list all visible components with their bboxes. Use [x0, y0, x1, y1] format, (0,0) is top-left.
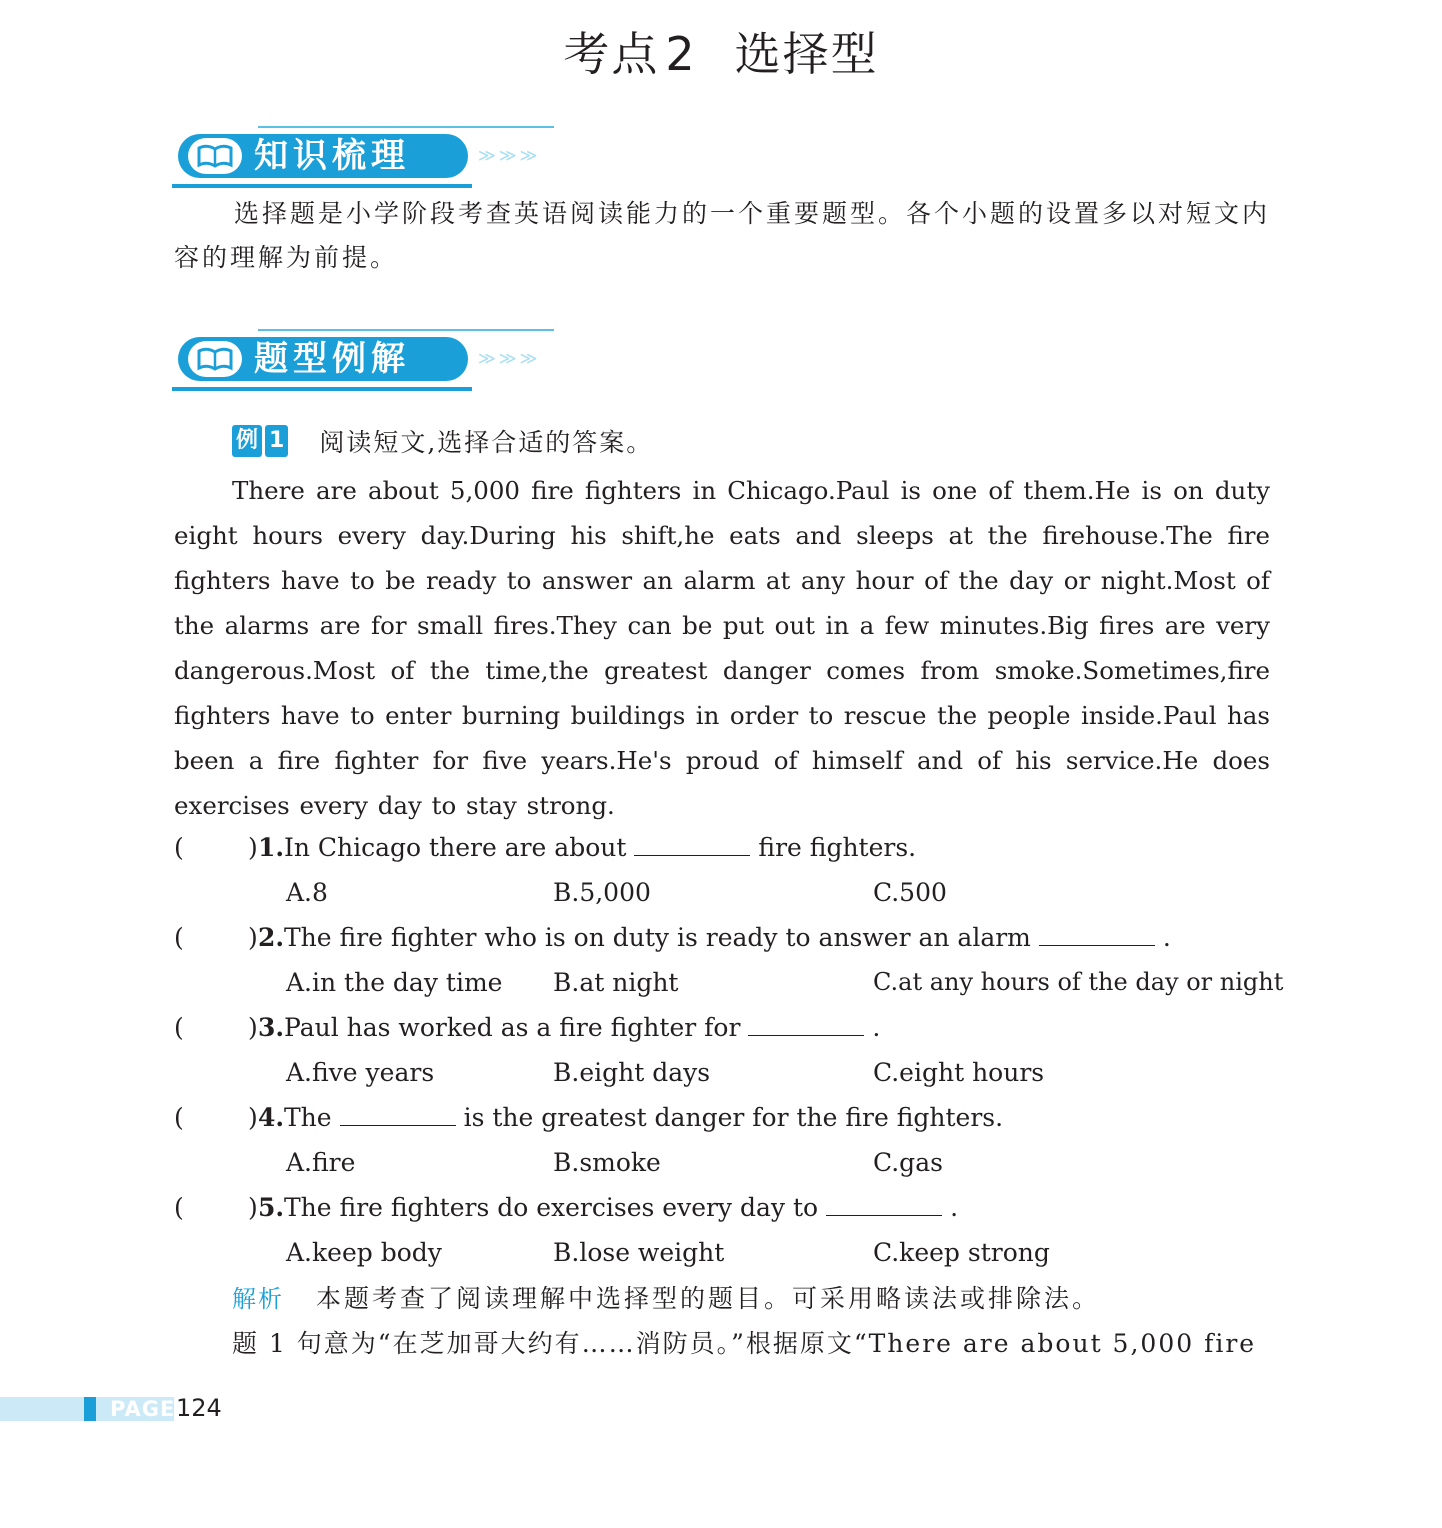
options-row: [0, 870, 1442, 915]
section-label-examples: 题型例解: [254, 339, 410, 379]
question-text-before: Paul has worked as a fire fighter for: [284, 1013, 741, 1042]
answer-paren-right: ): [248, 923, 258, 952]
options-row: [0, 960, 1442, 1005]
question-text: [284, 1095, 1003, 1140]
example-instruction: 阅读短文,选择合适的答案。: [319, 428, 654, 457]
question-number: 1.: [258, 833, 285, 862]
question-number: 4.: [258, 1103, 285, 1132]
options-row: [0, 1140, 1442, 1185]
footer-page-word: PAGE: [110, 1397, 176, 1421]
intro-text: 选择题是小学阶段考查英语阅读能力的一个重要题型。各个小题的设置多以对短文内容的理解为前提。: [174, 199, 1271, 272]
option-c: C.500: [873, 878, 947, 907]
answer-paren-left: (: [174, 923, 184, 952]
answer-blank: [1039, 915, 1155, 946]
question-text-before: In Chicago there are about: [284, 833, 627, 862]
answer-blank: [340, 1095, 456, 1126]
banner-base-rule: [172, 387, 472, 391]
banner-arrows: ≫≫≫: [478, 349, 541, 369]
option-b: B.smoke: [553, 1148, 661, 1177]
option-b: B.eight days: [553, 1058, 711, 1087]
section-banner-examples: [172, 329, 554, 391]
question-number: 5.: [258, 1193, 285, 1222]
title-name: 选择型: [734, 27, 879, 81]
question-text: [284, 1005, 880, 1050]
answer-paren-left: (: [174, 833, 184, 862]
answer-blank: [826, 1185, 942, 1216]
option-c: C.at any hours of the day or night: [873, 968, 1284, 996]
answer-paren-left: (: [174, 1103, 184, 1132]
option-a: A.keep body: [286, 1238, 442, 1267]
question-text: [284, 1185, 958, 1230]
answer-paren-right: ): [248, 1013, 258, 1042]
book-icon: [188, 138, 242, 174]
analysis-text: 本题考查了阅读理解中选择型的题目。可采用略读法或排除法。: [316, 1284, 1101, 1313]
section-label-knowledge: 知识梳理: [254, 136, 410, 176]
reading-passage: [174, 468, 1270, 828]
section-banner-knowledge: [172, 126, 554, 188]
question-text-before: The: [284, 1103, 332, 1132]
banner-arrows: ≫≫≫: [478, 146, 541, 166]
answer-paren-left: (: [174, 1193, 184, 1222]
question-text-after: .: [950, 1193, 959, 1222]
question-text-after: .: [1162, 923, 1171, 952]
question-number: 3.: [258, 1013, 285, 1042]
option-b: B.at night: [553, 968, 679, 997]
option-c: C.keep strong: [873, 1238, 1050, 1267]
passage-text: There are about 5,000 fire fighters in Chicago.Paul is one of them.He is on duty eight hours every day.During his shift,he eats and sleeps at the firehouse.The fire fighters have to be ready to answer an alarm at any hour of the day or night.Most of the alarms are for small fires.They can be put out in a few minutes.Big fires are very dangerous.Most of the time,the greatest danger comes from smoke.Sometimes,fire fighters have to enter burning buildings in order to rescue the people inside.Paul has been a fire fighter for five years.He's proud of himself and of his service.He does exercises every day to stay strong.: [174, 476, 1270, 820]
banner-base-rule: [172, 184, 472, 188]
analysis-continuation: 题 1 句意为“在芝加哥大约有……消防员。”根据原文“There are about 5,000 fire: [232, 1329, 1257, 1358]
question-text-before: The fire fighter who is on duty is ready to answer an alarm: [284, 923, 1031, 952]
title-number: 2: [665, 27, 697, 81]
analysis-tag: 解析: [232, 1285, 284, 1313]
option-b: B.lose weight: [553, 1238, 725, 1267]
question-text-after: is the greatest danger for the fire fighters.: [463, 1103, 1004, 1132]
option-a: A.five years: [286, 1058, 435, 1087]
answer-blank: [634, 825, 750, 856]
options-row: [0, 1050, 1442, 1095]
book-icon: [188, 341, 242, 377]
option-a: A.8: [286, 878, 328, 907]
option-c: C.gas: [873, 1148, 943, 1177]
example-badge-number: 1: [265, 425, 288, 457]
question-text-after: .: [872, 1013, 881, 1042]
intro-paragraph: [174, 192, 1270, 280]
answer-paren-left: (: [174, 1013, 184, 1042]
example-badge-word: 例: [232, 425, 262, 457]
option-a: A.in the day time: [286, 968, 503, 997]
question-text: [284, 825, 916, 870]
options-row: [0, 1230, 1442, 1275]
banner-top-rule: [258, 126, 554, 128]
option-a: A.fire: [286, 1148, 356, 1177]
question-text: [284, 915, 1171, 960]
footer-marker: [84, 1397, 96, 1421]
answer-paren-right: ): [248, 1193, 258, 1222]
banner-top-rule: [258, 329, 554, 331]
answer-blank: [748, 1005, 864, 1036]
page-number: 124: [176, 1394, 222, 1422]
example-header: [232, 424, 653, 458]
page-title: [0, 18, 1442, 84]
question-text-before: The fire fighters do exercises every day to: [284, 1193, 819, 1222]
question-number: 2.: [258, 923, 285, 952]
title-prefix: 考点: [563, 27, 660, 81]
question-text-after: fire fighters.: [758, 833, 917, 862]
answer-paren-right: ): [248, 1103, 258, 1132]
option-c: C.eight hours: [873, 1058, 1045, 1087]
option-b: B.5,000: [553, 878, 651, 907]
answer-paren-right: ): [248, 833, 258, 862]
analysis-line: [232, 1276, 1100, 1322]
